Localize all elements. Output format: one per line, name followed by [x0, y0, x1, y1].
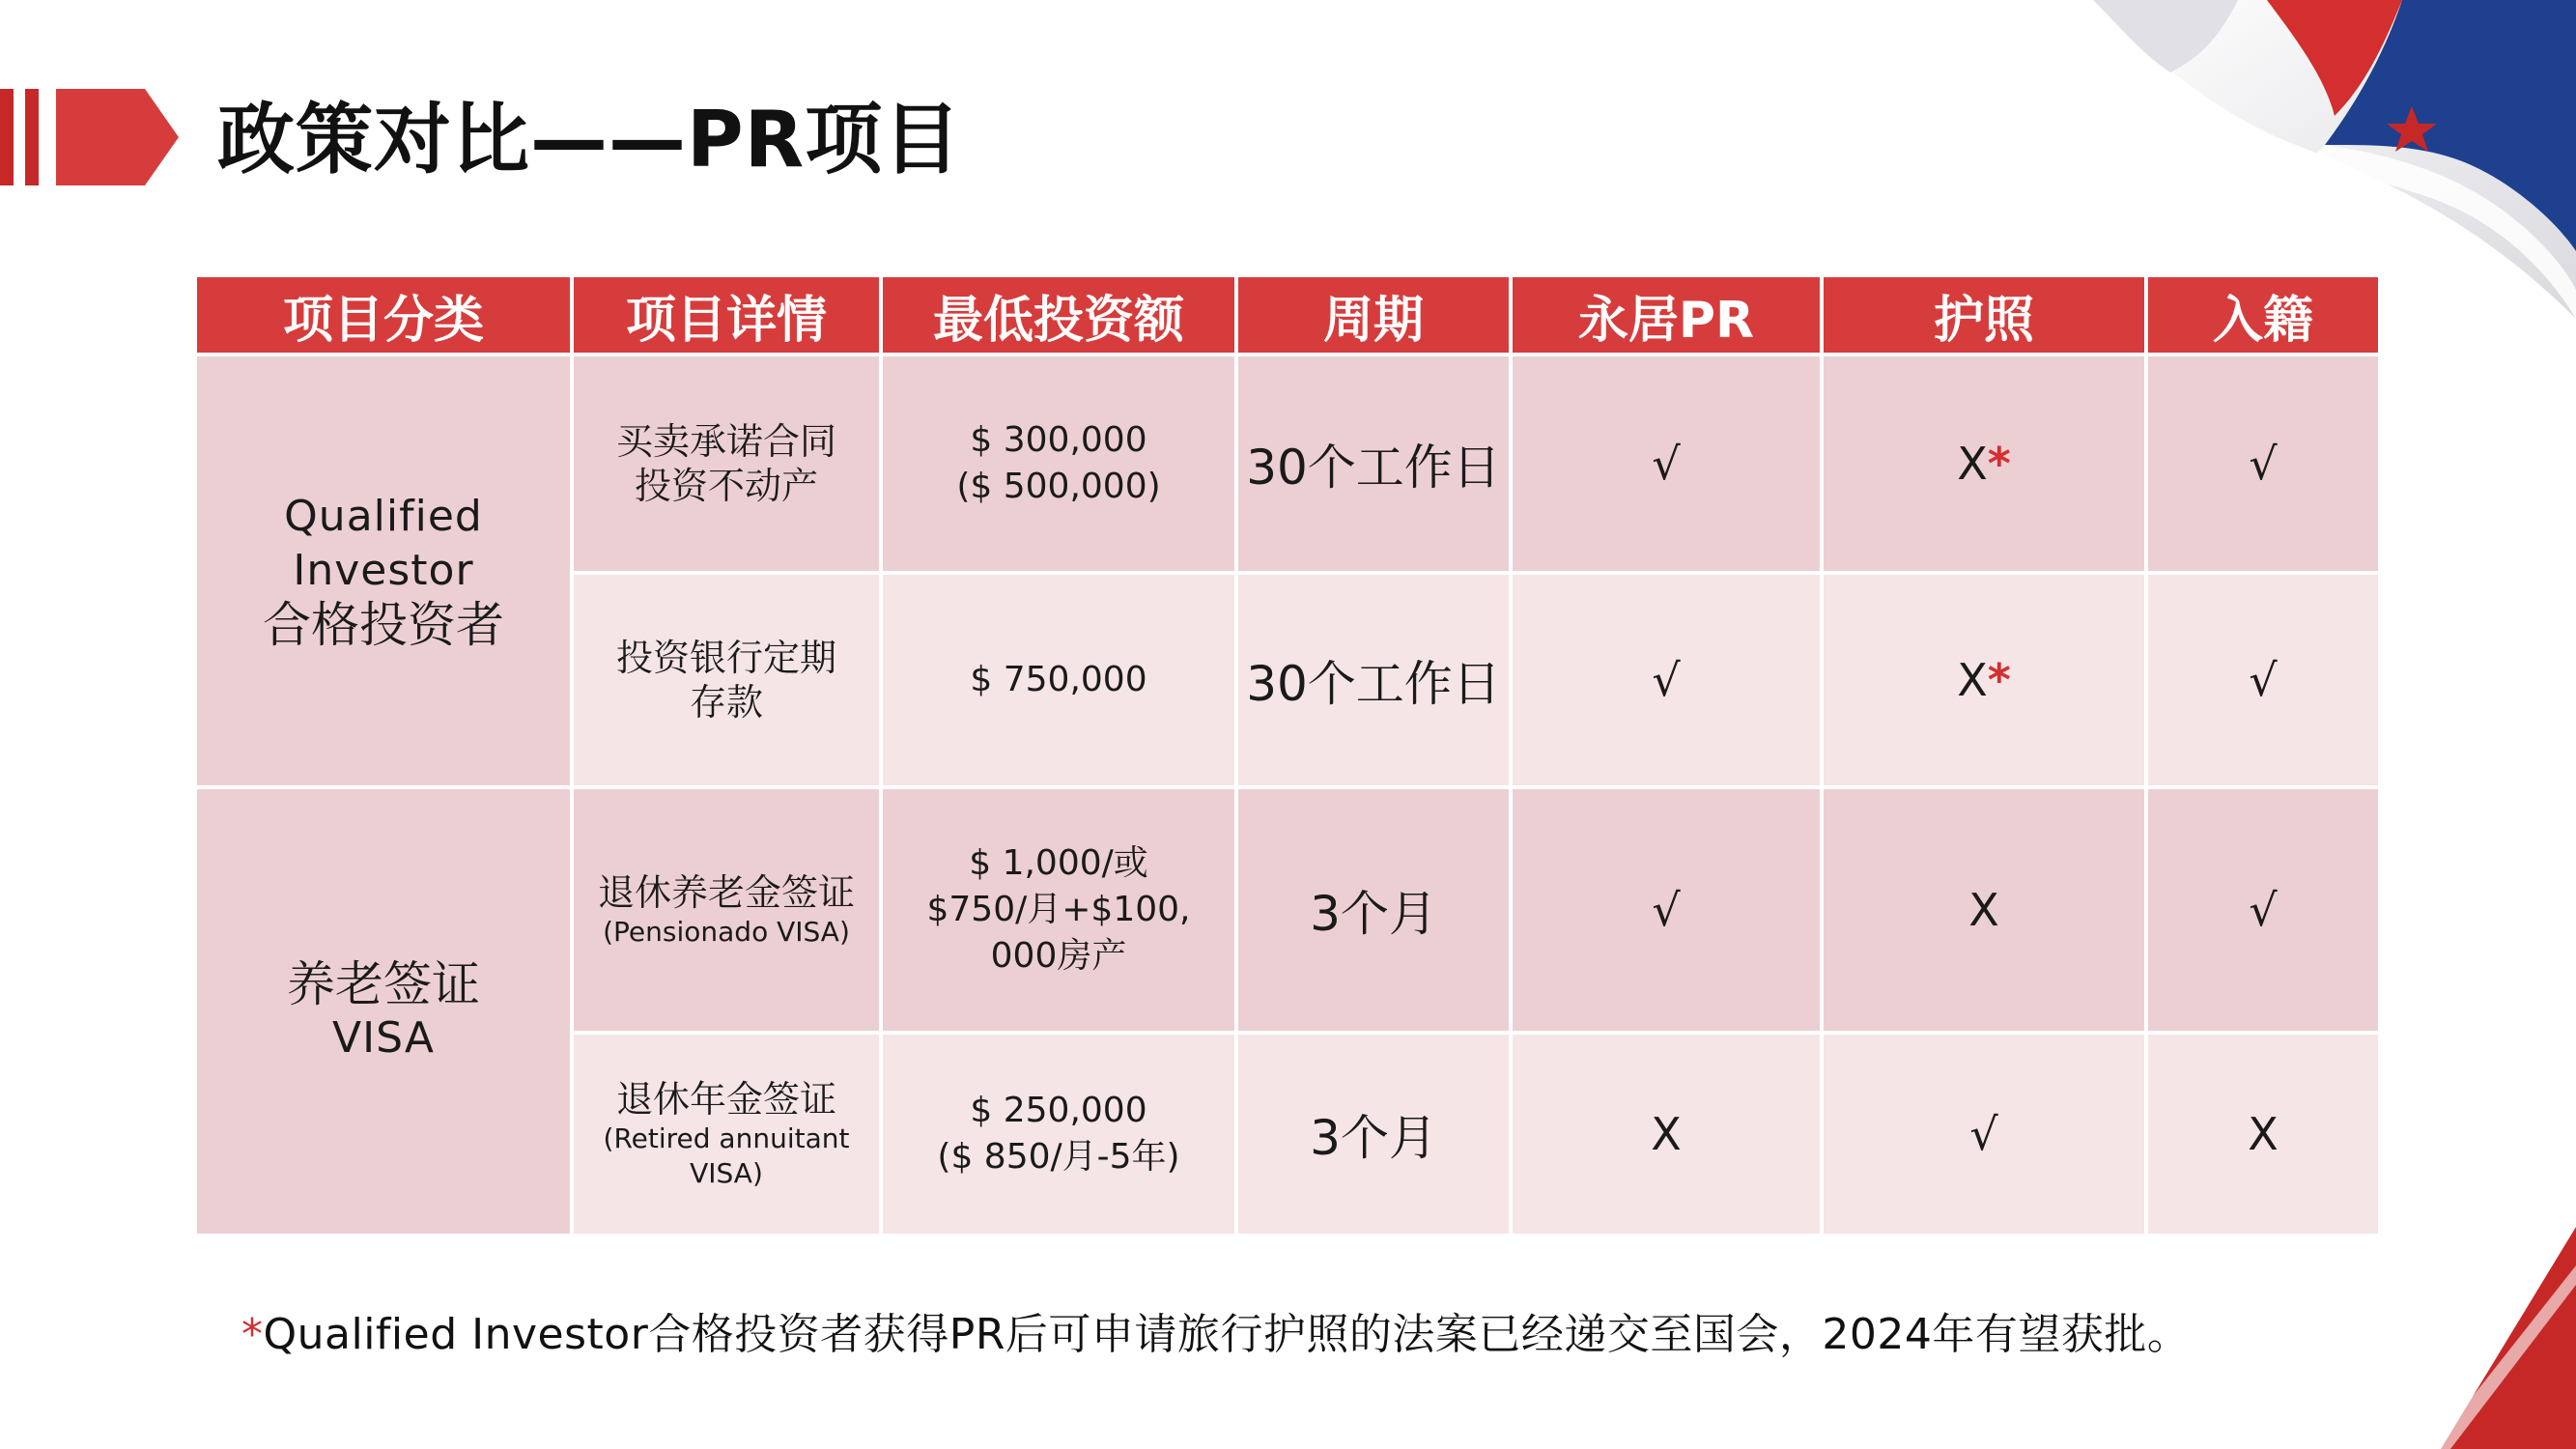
detail-text: 退休年金签证 — [615, 1078, 836, 1121]
amount-text: $750/月+$100, — [926, 890, 1191, 929]
corner-stripe-icon — [2392, 1227, 2576, 1449]
period-cell: 3个月 — [1238, 1035, 1509, 1234]
header-permanent-residency: 永居PR — [1513, 277, 1820, 353]
pr-cell: √ — [1513, 789, 1820, 1031]
period-cell: 3个月 — [1238, 789, 1509, 1031]
footnote-asterisk: * — [241, 1310, 264, 1359]
category-cell-qualified-investor — [197, 356, 570, 785]
table-row — [197, 356, 2378, 571]
category-en: Qualified Investor — [284, 492, 483, 595]
detail-cell — [574, 789, 879, 1031]
detail-cell — [574, 575, 879, 785]
category-en: VISA — [332, 1013, 435, 1063]
detail-text: 投资不动产 — [634, 465, 818, 507]
detail-text: 退休养老金签证 — [597, 871, 855, 914]
citizenship-cell: √ — [2148, 789, 2378, 1031]
pr-cell: √ — [1513, 356, 1820, 571]
detail-text: 买卖承诺合同 — [615, 420, 836, 463]
header-citizenship: 入籍 — [2148, 277, 2378, 353]
amount-text: $ 250,000 — [970, 1091, 1147, 1130]
header-passport: 护照 — [1824, 277, 2144, 353]
citizenship-cell: √ — [2148, 356, 2378, 571]
amount-cell — [883, 1035, 1234, 1234]
period-cell: 30个工作日 — [1238, 356, 1509, 571]
citizenship-cell: X — [2148, 1035, 2378, 1234]
policy-comparison-table — [193, 273, 2382, 1237]
amount-text: $ 300,000 — [970, 420, 1147, 460]
detail-cell — [574, 1035, 879, 1234]
category-cell-retirement-visa — [197, 789, 570, 1234]
amount-cell — [883, 789, 1234, 1031]
footnote-asterisk: * — [1987, 438, 2011, 490]
footnote-text: Qualified Investor合格投资者获得PR后可申请旅行护照的法案已经递交至国会，2024年有望获批。 — [263, 1310, 2191, 1359]
detail-subtext: (Retired annuitant VISA) — [603, 1122, 850, 1189]
passport-mark: X — [1957, 438, 1988, 490]
table-header-row — [197, 277, 2378, 353]
header-period: 周期 — [1238, 277, 1509, 353]
detail-cell — [574, 356, 879, 571]
passport-cell: X — [1824, 789, 2144, 1031]
amount-text: $ 1,000/或 — [969, 843, 1148, 883]
table-row — [197, 789, 2378, 1031]
title-marker-icon — [0, 89, 184, 185]
pr-cell: X — [1513, 1035, 1820, 1234]
footnote-asterisk: * — [1987, 654, 2011, 706]
passport-cell — [1824, 575, 2144, 785]
detail-subtext: (Pensionado VISA) — [603, 916, 850, 948]
passport-cell — [1824, 356, 2144, 571]
header-min-investment: 最低投资额 — [883, 277, 1234, 353]
pr-cell: √ — [1513, 575, 1820, 785]
page-title: 政策对比——PR项目 — [217, 95, 962, 185]
detail-text: 存款 — [689, 681, 763, 724]
amount-text: 000房产 — [990, 936, 1127, 976]
footnote — [241, 1299, 2190, 1361]
amount-cell — [883, 356, 1234, 571]
period-cell: 30个工作日 — [1238, 575, 1509, 785]
amount-text: $ 750,000 — [970, 660, 1147, 699]
amount-text: ($ 500,000) — [956, 467, 1161, 506]
header-category: 项目分类 — [197, 277, 570, 353]
amount-cell — [883, 575, 1234, 785]
amount-text: ($ 850/月-5年) — [937, 1137, 1180, 1177]
citizenship-cell: √ — [2148, 575, 2378, 785]
passport-cell: √ — [1824, 1035, 2144, 1234]
category-cn: 合格投资者 — [263, 597, 504, 653]
category-cn: 养老签证 — [287, 956, 480, 1012]
header-detail: 项目详情 — [574, 277, 879, 353]
passport-mark: X — [1957, 654, 1988, 706]
detail-text: 投资银行定期 — [615, 637, 836, 679]
